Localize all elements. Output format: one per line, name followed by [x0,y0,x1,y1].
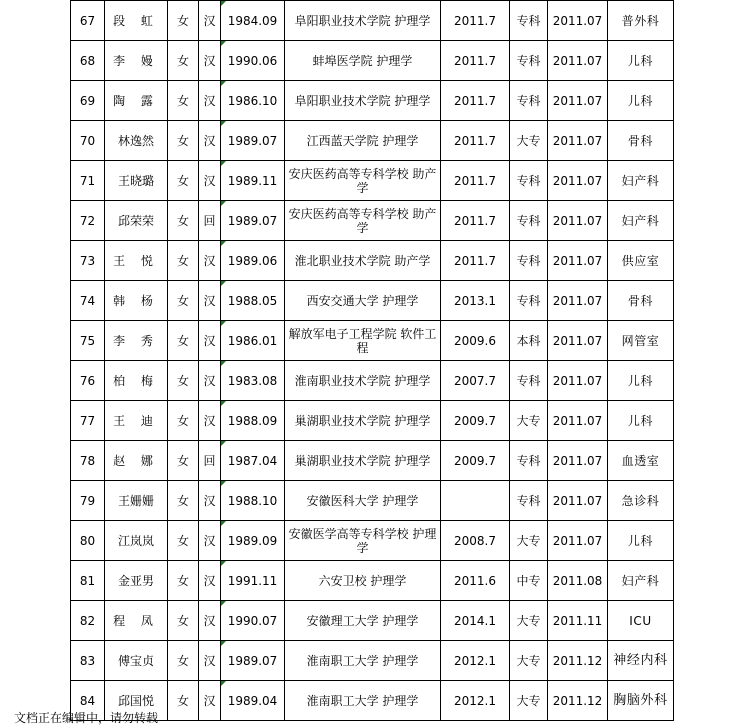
cell-graduation-date: 2012.1 [441,681,510,721]
cell-ethnicity: 汉 [199,641,221,681]
cell-school-major: 阜阳职业技术学院 护理学 [285,1,441,41]
cell-graduation-date: 2009.6 [441,321,510,361]
table-row [71,1,674,41]
cell-birth-date: 1986.10 [221,81,285,121]
cell-birth-date: 1984.09 [221,1,285,41]
table-row [71,81,674,121]
cell-department: 急诊科 [608,481,674,521]
cell-school-major: 安庆医药高等专科学校 助产学 [285,201,441,241]
cell-degree: 专科 [510,201,548,241]
cell-birth-date: 1989.06 [221,241,285,281]
cell-sex: 女 [168,401,199,441]
cell-birth-date: 1987.04 [221,441,285,481]
cell-degree: 专科 [510,81,548,121]
cell-school-major: 解放军电子工程学院 软件工程 [285,321,441,361]
cell-degree: 大专 [510,601,548,641]
cell-graduation-date: 2011.7 [441,1,510,41]
table-row [71,241,674,281]
table-row [71,321,674,361]
cell-join-date: 2011.07 [548,41,608,81]
cell-name: 韩 杨 [105,281,168,321]
cell-school-major: 淮南职业技术学院 护理学 [285,361,441,401]
cell-number: 82 [71,601,105,641]
cell-school-major: 六安卫校 护理学 [285,561,441,601]
cell-degree: 专科 [510,241,548,281]
cell-number: 68 [71,41,105,81]
cell-school-major: 西安交通大学 护理学 [285,281,441,321]
cell-degree: 本科 [510,321,548,361]
cell-sex: 女 [168,121,199,161]
cell-department: 神经内科 [608,641,674,681]
cell-birth-date: 1986.01 [221,321,285,361]
cell-number: 83 [71,641,105,681]
table-row [71,41,674,81]
cell-sex: 女 [168,161,199,201]
table-row [71,601,674,641]
cell-graduation-date: 2008.7 [441,521,510,561]
cell-sex: 女 [168,41,199,81]
cell-ethnicity: 汉 [199,241,221,281]
cell-degree: 专科 [510,441,548,481]
cell-sex: 女 [168,561,199,601]
cell-department: 儿科 [608,361,674,401]
cell-sex: 女 [168,441,199,481]
cell-join-date: 2011.07 [548,1,608,41]
cell-graduation-date: 2013.1 [441,281,510,321]
cell-graduation-date: 2011.7 [441,161,510,201]
cell-number: 67 [71,1,105,41]
cell-birth-date: 1989.07 [221,641,285,681]
cell-name: 王晓璐 [105,161,168,201]
cell-graduation-date: 2011.6 [441,561,510,601]
cell-degree: 专科 [510,161,548,201]
cell-join-date: 2011.07 [548,121,608,161]
cell-ethnicity: 回 [199,441,221,481]
cell-number: 77 [71,401,105,441]
table-row [71,401,674,441]
cell-name: 邱荣荣 [105,201,168,241]
cell-join-date: 2011.07 [548,401,608,441]
cell-number: 79 [71,481,105,521]
cell-degree: 专科 [510,41,548,81]
cell-department: 网管室 [608,321,674,361]
cell-department: ICU [608,601,674,641]
cell-name: 王 悦 [105,241,168,281]
cell-number: 76 [71,361,105,401]
cell-graduation-date: 2009.7 [441,401,510,441]
cell-graduation-date: 2011.7 [441,201,510,241]
cell-degree: 中专 [510,561,548,601]
cell-number: 80 [71,521,105,561]
cell-number: 70 [71,121,105,161]
cell-degree: 大专 [510,641,548,681]
cell-department: 儿科 [608,81,674,121]
cell-name: 李 秀 [105,321,168,361]
cell-degree: 专科 [510,281,548,321]
cell-name: 柏 梅 [105,361,168,401]
cell-department: 骨科 [608,281,674,321]
cell-name: 傅宝贞 [105,641,168,681]
cell-name: 陶 露 [105,81,168,121]
cell-birth-date: 1989.07 [221,201,285,241]
cell-join-date: 2011.07 [548,441,608,481]
cell-join-date: 2011.07 [548,81,608,121]
cell-ethnicity: 汉 [199,281,221,321]
cell-school-major: 巢湖职业技术学院 护理学 [285,441,441,481]
cell-name: 李 嫚 [105,41,168,81]
cell-department: 妇产科 [608,561,674,601]
cell-birth-date: 1990.07 [221,601,285,641]
cell-degree: 专科 [510,361,548,401]
table-row [71,521,674,561]
cell-join-date: 2011.07 [548,361,608,401]
cell-ethnicity: 汉 [199,161,221,201]
cell-number: 72 [71,201,105,241]
cell-sex: 女 [168,361,199,401]
cell-sex: 女 [168,601,199,641]
footer-note: 文档正在编辑中，请勿转载 [14,711,159,725]
cell-number: 75 [71,321,105,361]
cell-join-date: 2011.08 [548,561,608,601]
cell-sex: 女 [168,321,199,361]
cell-name: 金亚男 [105,561,168,601]
cell-name: 邱国悦 [105,681,168,721]
cell-number: 84 [71,681,105,721]
cell-school-major: 蚌埠医学院 护理学 [285,41,441,81]
cell-ethnicity: 回 [199,201,221,241]
cell-degree: 大专 [510,401,548,441]
cell-school-major: 安徽医科大学 护理学 [285,481,441,521]
cell-name: 赵 娜 [105,441,168,481]
cell-ethnicity: 汉 [199,1,221,41]
cell-department: 供应室 [608,241,674,281]
cell-name: 王姗姗 [105,481,168,521]
table-row [71,561,674,601]
cell-name: 王 迪 [105,401,168,441]
table-row [71,201,674,241]
table-row [71,641,674,681]
cell-graduation-date: 2012.1 [441,641,510,681]
cell-sex: 女 [168,81,199,121]
cell-birth-date: 1988.05 [221,281,285,321]
cell-birth-date: 1989.04 [221,681,285,721]
cell-department: 普外科 [608,1,674,41]
cell-join-date: 2011.12 [548,681,608,721]
table-row [71,681,674,721]
cell-graduation-date: 2011.7 [441,241,510,281]
table-row [71,281,674,321]
cell-sex: 女 [168,641,199,681]
cell-join-date: 2011.07 [548,201,608,241]
cell-join-date: 2011.07 [548,481,608,521]
cell-school-major: 巢湖职业技术学院 护理学 [285,401,441,441]
cell-ethnicity: 汉 [199,561,221,601]
cell-ethnicity: 汉 [199,321,221,361]
cell-ethnicity: 汉 [199,401,221,441]
cell-graduation-date: 2011.7 [441,121,510,161]
cell-join-date: 2011.07 [548,241,608,281]
cell-department: 血透室 [608,441,674,481]
cell-ethnicity: 汉 [199,121,221,161]
cell-sex: 女 [168,521,199,561]
cell-ethnicity: 汉 [199,481,221,521]
cell-department: 胸脑外科 [608,681,674,721]
cell-join-date: 2011.07 [548,321,608,361]
cell-sex: 女 [168,281,199,321]
cell-number: 73 [71,241,105,281]
cell-school-major: 安徽理工大学 护理学 [285,601,441,641]
table-row [71,361,674,401]
cell-number: 69 [71,81,105,121]
cell-ethnicity: 汉 [199,361,221,401]
cell-ethnicity: 汉 [199,521,221,561]
cell-name: 林逸然 [105,121,168,161]
cell-department: 儿科 [608,521,674,561]
cell-school-major: 淮北职业技术学院 助产学 [285,241,441,281]
cell-join-date: 2011.07 [548,161,608,201]
cell-sex: 女 [168,241,199,281]
cell-name: 江岚岚 [105,521,168,561]
cell-ethnicity: 汉 [199,41,221,81]
cell-number: 81 [71,561,105,601]
table-row [71,441,674,481]
cell-graduation-date: 2014.1 [441,601,510,641]
cell-degree: 大专 [510,681,548,721]
cell-ethnicity: 汉 [199,601,221,641]
cell-school-major: 安徽医学高等专科学校 护理学 [285,521,441,561]
cell-sex: 女 [168,1,199,41]
cell-school-major: 淮南职工大学 护理学 [285,681,441,721]
cell-degree: 大专 [510,121,548,161]
cell-department: 妇产科 [608,161,674,201]
cell-birth-date: 1991.11 [221,561,285,601]
cell-school-major: 淮南职工大学 护理学 [285,641,441,681]
table-row [71,481,674,521]
cell-birth-date: 1990.06 [221,41,285,81]
cell-graduation-date: 2011.7 [441,81,510,121]
staff-table [70,0,674,721]
cell-birth-date: 1988.09 [221,401,285,441]
cell-join-date: 2011.07 [548,281,608,321]
cell-join-date: 2011.11 [548,601,608,641]
cell-department: 妇产科 [608,201,674,241]
cell-school-major: 江西蓝天学院 护理学 [285,121,441,161]
table-row [71,161,674,201]
cell-join-date: 2011.12 [548,641,608,681]
cell-ethnicity: 汉 [199,81,221,121]
cell-sex: 女 [168,481,199,521]
cell-degree: 专科 [510,481,548,521]
cell-graduation-date: 2007.7 [441,361,510,401]
cell-degree: 专科 [510,1,548,41]
cell-birth-date: 1989.11 [221,161,285,201]
cell-graduation-date [441,481,510,521]
cell-birth-date: 1988.10 [221,481,285,521]
cell-number: 74 [71,281,105,321]
cell-birth-date: 1983.08 [221,361,285,401]
cell-school-major: 阜阳职业技术学院 护理学 [285,81,441,121]
cell-graduation-date: 2009.7 [441,441,510,481]
cell-number: 71 [71,161,105,201]
cell-department: 儿科 [608,41,674,81]
cell-sex: 女 [168,681,199,721]
cell-school-major: 安庆医药高等专科学校 助产学 [285,161,441,201]
cell-join-date: 2011.07 [548,521,608,561]
cell-name: 段 虹 [105,1,168,41]
cell-birth-date: 1989.07 [221,121,285,161]
cell-degree: 大专 [510,521,548,561]
cell-ethnicity: 汉 [199,681,221,721]
table-row [71,121,674,161]
cell-number: 78 [71,441,105,481]
cell-department: 儿科 [608,401,674,441]
cell-department: 骨科 [608,121,674,161]
cell-sex: 女 [168,201,199,241]
cell-birth-date: 1989.09 [221,521,285,561]
cell-name: 程 凤 [105,601,168,641]
cell-graduation-date: 2011.7 [441,41,510,81]
